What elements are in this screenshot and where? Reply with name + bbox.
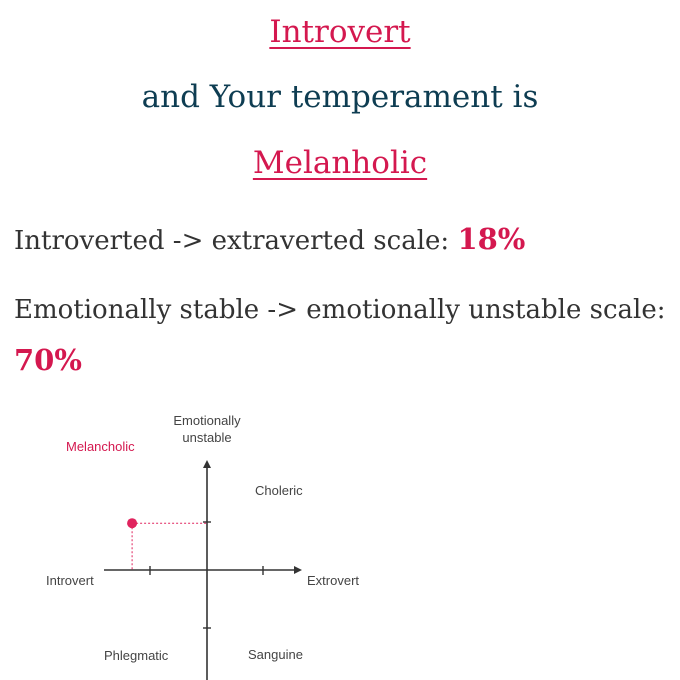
temperament-link[interactable]: Melanholic	[252, 145, 428, 181]
result-type-line	[0, 12, 680, 52]
result-point	[127, 518, 137, 528]
introvert-scale-line	[14, 222, 664, 258]
quadrant-label-choleric: Choleric	[255, 483, 303, 498]
introvert-scale-value: 18%	[457, 222, 526, 256]
y-axis-top-label-1: Emotionally	[173, 413, 241, 428]
quadrant-label-sanguine: Sanguine	[248, 647, 303, 662]
stability-scale-value: 70%	[14, 343, 82, 377]
stability-scale-label: Emotionally stable -> emotionally unstable scale:	[14, 295, 666, 325]
result-type-link[interactable]: Introvert	[269, 14, 411, 50]
quadrant-label-melancholic: Melancholic	[66, 439, 135, 454]
quadrant-label-phlegmatic: Phlegmatic	[104, 648, 169, 663]
stability-scale-value-line	[14, 343, 664, 379]
x-axis-right-label: Extrovert	[307, 573, 360, 588]
temperament-quadrant-chart	[0, 400, 420, 680]
result-connector: and Your temperament is	[141, 79, 539, 115]
temperament-line	[0, 143, 680, 183]
introvert-scale-label: Introverted -> extraverted scale:	[14, 226, 450, 256]
x-axis-left-label: Introvert	[46, 573, 94, 588]
y-axis-top-label-2: unstable	[182, 430, 232, 445]
